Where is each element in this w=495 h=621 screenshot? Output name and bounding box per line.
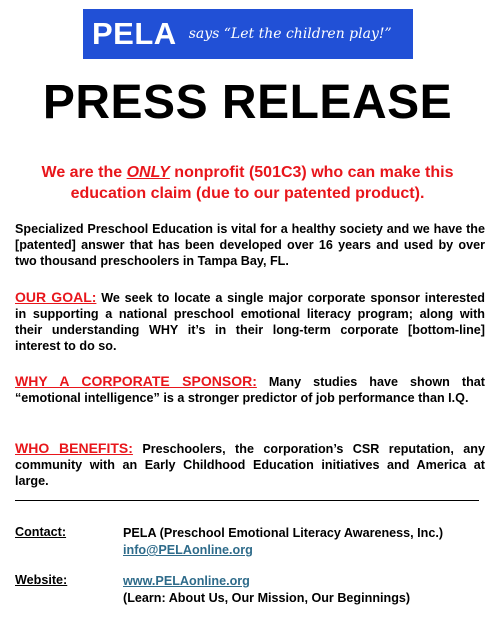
claim-emphasis: ONLY — [126, 164, 170, 181]
page-title: PRESS RELEASE — [42, 76, 453, 129]
contact-org: PELA (Preschool Emotional Literacy Awareness, Inc.) — [123, 526, 444, 540]
website-link[interactable]: www.PELAonline.org — [123, 574, 250, 588]
section-heading: WHY A CORPORATE SPONSOR: — [15, 373, 257, 389]
pela-banner — [83, 9, 413, 59]
claim-post: nonprofit (501C3) who can make this education claim (due to our patented product). — [70, 164, 454, 202]
section-heading: OUR GOAL: — [15, 289, 97, 305]
banner-brand: PELA — [92, 16, 177, 51]
contact-email-link[interactable]: info@PELAonline.org — [123, 543, 253, 557]
intro-paragraph: Specialized Preschool Education is vital for a healthy society and we have the [patented] answer that has been developed over 16 years and used by over two thousand preschoolers in Tampa Bay, FL. — [15, 222, 485, 268]
section-why-sponsor — [15, 373, 485, 406]
claim-statement — [10, 162, 485, 204]
section-who-benefits — [15, 440, 485, 489]
section-text: Preschoolers, the corporation’s CSR reputation, any community with an Early Childhood Education initiatives and America at large. — [15, 442, 485, 488]
divider — [15, 500, 479, 501]
section-our-goal — [15, 289, 485, 354]
claim-pre: We are the — [41, 164, 127, 181]
banner-tagline: says “Let the children play!” — [188, 26, 392, 42]
website-label: Website: — [15, 573, 68, 587]
section-text: Many studies have shown that “emotional intelligence” is a stronger predictor of job performance than I.Q. — [15, 375, 485, 405]
section-heading: WHO BENEFITS: — [15, 440, 133, 456]
section-text: We seek to locate a single major corporate sponsor interested in supporting a national preschool emotional literacy program; along with their understanding WHY it’s in their long-term corporate [bottom-line] interest to do so. — [15, 291, 485, 353]
contact-label: Contact: — [15, 525, 67, 539]
website-note: (Learn: About Us, Our Mission, Our Beginnings) — [123, 591, 411, 605]
